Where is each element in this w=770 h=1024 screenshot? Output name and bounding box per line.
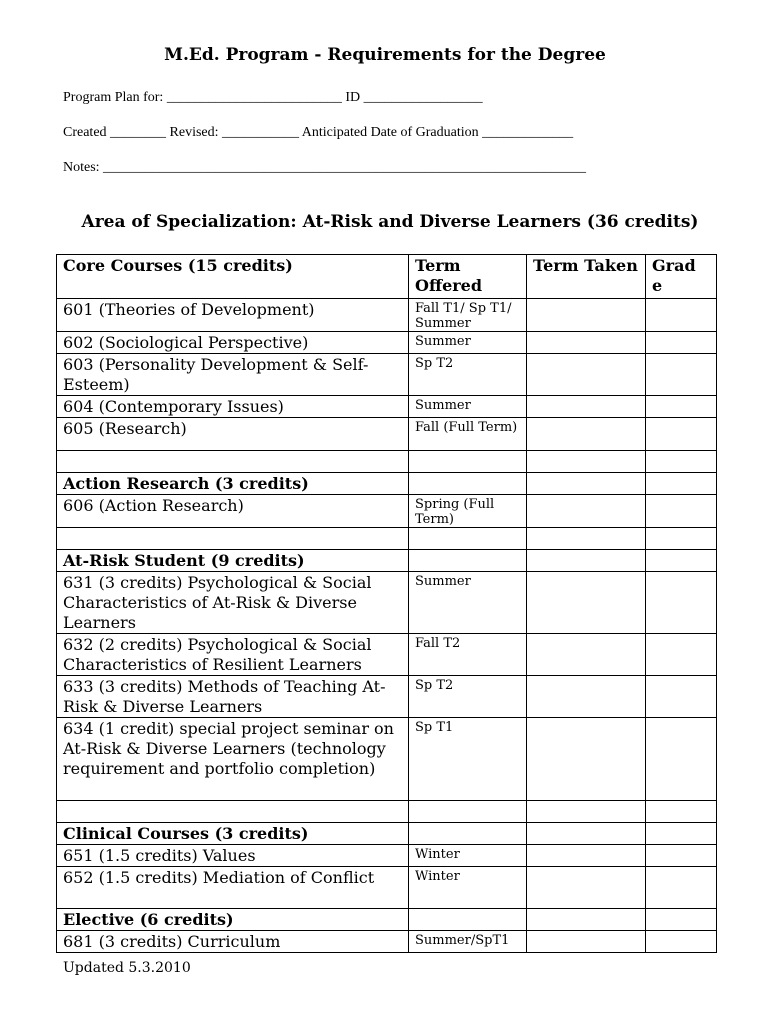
table-row: [57, 396, 717, 418]
term-taken-cell: [527, 718, 646, 801]
table-row: [57, 845, 717, 867]
table-row: [57, 634, 717, 676]
created-revised-field: Created ________ Revised: ___________ Anticipated Date of Graduation _____________: [63, 125, 574, 140]
term-taken-cell: [527, 676, 646, 718]
course-cell: 606 (Action Research): [57, 495, 409, 528]
term-taken-cell: [527, 473, 646, 495]
grade-cell: [646, 676, 717, 718]
grade-cell: [646, 451, 717, 473]
program-plan-field: Program Plan for: _________________________ ID _________________: [63, 90, 483, 105]
grade-cell: [646, 396, 717, 418]
course-cell: 632 (2 credits) Psychological & Social Characteristics of Resilient Learners: [57, 634, 409, 676]
course-cell: 601 (Theories of Development): [57, 299, 409, 332]
grade-cell: [646, 572, 717, 634]
course-cell: [57, 801, 409, 823]
term-offered-cell: Winter: [409, 867, 527, 909]
term-offered-cell: Spring (Full Term): [409, 495, 527, 528]
term-offered-cell: Summer/SpT1: [409, 931, 527, 953]
course-cell: 634 (1 credit) special project seminar on At-Risk & Diverse Learners (technology requirement and portfolio completion): [57, 718, 409, 801]
grade-cell: [646, 332, 717, 354]
term-taken-cell: [527, 823, 646, 845]
term-taken-cell: [527, 931, 646, 953]
course-cell: 652 (1.5 credits) Mediation of Conflict: [57, 867, 409, 909]
table-row: [57, 332, 717, 354]
term-offered-cell: [409, 823, 527, 845]
course-cell: 604 (Contemporary Issues): [57, 396, 409, 418]
area-of-specialization-heading: Area of Specialization: At-Risk and Diverse Learners (36 credits): [81, 212, 699, 232]
table-row: [57, 550, 717, 572]
term-taken-cell: [527, 332, 646, 354]
term-offered-cell: Winter: [409, 845, 527, 867]
course-cell: 631 (3 credits) Psychological & Social Characteristics of At-Risk & Diverse Learners: [57, 572, 409, 634]
table-row: [57, 867, 717, 909]
term-taken-cell: [527, 354, 646, 396]
header-grade: Grad e: [646, 255, 717, 299]
term-offered-cell: Sp T2: [409, 676, 527, 718]
term-offered-cell: Fall (Full Term): [409, 418, 527, 451]
table-row: [57, 418, 717, 451]
notes-field: Notes: _____________________________________________________________________: [63, 160, 587, 175]
term-offered-cell: [409, 451, 527, 473]
term-offered-cell: [409, 528, 527, 550]
grade-cell: [646, 909, 717, 931]
header-term-taken: Term Taken: [527, 255, 646, 299]
table-row: [57, 473, 717, 495]
course-cell: 603 (Personality Development & Self-Esteem): [57, 354, 409, 396]
table-row: [57, 528, 717, 550]
section-heading-at-risk-student: At-Risk Student (9 credits): [57, 550, 409, 572]
table-row: [57, 931, 717, 953]
table-row: [57, 676, 717, 718]
course-cell: 602 (Sociological Perspective): [57, 332, 409, 354]
grade-cell: [646, 495, 717, 528]
term-offered-cell: Summer: [409, 396, 527, 418]
term-taken-cell: [527, 845, 646, 867]
grade-cell: [646, 634, 717, 676]
term-taken-cell: [527, 867, 646, 909]
grade-cell: [646, 299, 717, 332]
grade-cell: [646, 845, 717, 867]
section-heading-elective: Elective (6 credits): [57, 909, 409, 931]
table-row: [57, 823, 717, 845]
grade-cell: [646, 931, 717, 953]
requirements-table: [56, 254, 717, 953]
term-taken-cell: [527, 299, 646, 332]
header-core-courses: Core Courses (15 credits): [57, 255, 409, 299]
updated-date-footer: Updated 5.3.2010: [63, 960, 191, 976]
term-taken-cell: [527, 396, 646, 418]
table-row: [57, 299, 717, 332]
table-row: [57, 451, 717, 473]
term-taken-cell: [527, 801, 646, 823]
course-cell: 681 (3 credits) Curriculum: [57, 931, 409, 953]
term-taken-cell: [527, 634, 646, 676]
term-offered-cell: Fall T1/ Sp T1/ Summer: [409, 299, 527, 332]
term-taken-cell: [527, 451, 646, 473]
grade-cell: [646, 801, 717, 823]
section-heading-clinical-courses: Clinical Courses (3 credits): [57, 823, 409, 845]
term-offered-cell: [409, 801, 527, 823]
term-offered-cell: Summer: [409, 572, 527, 634]
term-taken-cell: [527, 550, 646, 572]
grade-cell: [646, 823, 717, 845]
section-heading-action-research: Action Research (3 credits): [57, 473, 409, 495]
course-cell: 651 (1.5 credits) Values: [57, 845, 409, 867]
grade-cell: [646, 550, 717, 572]
grade-cell: [646, 528, 717, 550]
term-offered-cell: [409, 550, 527, 572]
grade-cell: [646, 867, 717, 909]
header-term-offered: Term Offered: [409, 255, 527, 299]
document-title: M.Ed. Program - Requirements for the Degree: [164, 45, 606, 65]
grade-cell: [646, 718, 717, 801]
term-offered-cell: [409, 473, 527, 495]
term-taken-cell: [527, 495, 646, 528]
table-row: [57, 801, 717, 823]
course-cell: [57, 451, 409, 473]
course-cell: 633 (3 credits) Methods of Teaching At-Risk & Diverse Learners: [57, 676, 409, 718]
term-offered-cell: Sp T2: [409, 354, 527, 396]
term-taken-cell: [527, 572, 646, 634]
grade-cell: [646, 354, 717, 396]
table-row: [57, 909, 717, 931]
term-offered-cell: Summer: [409, 332, 527, 354]
table-row: [57, 495, 717, 528]
course-cell: 605 (Research): [57, 418, 409, 451]
term-offered-cell: [409, 909, 527, 931]
table-row: [57, 572, 717, 634]
table-header-row: [57, 255, 717, 299]
course-cell: [57, 528, 409, 550]
grade-cell: [646, 473, 717, 495]
term-offered-cell: Fall T2: [409, 634, 527, 676]
term-taken-cell: [527, 528, 646, 550]
term-offered-cell: Sp T1: [409, 718, 527, 801]
table-row: [57, 718, 717, 801]
term-taken-cell: [527, 418, 646, 451]
table-row: [57, 354, 717, 396]
term-taken-cell: [527, 909, 646, 931]
grade-cell: [646, 418, 717, 451]
